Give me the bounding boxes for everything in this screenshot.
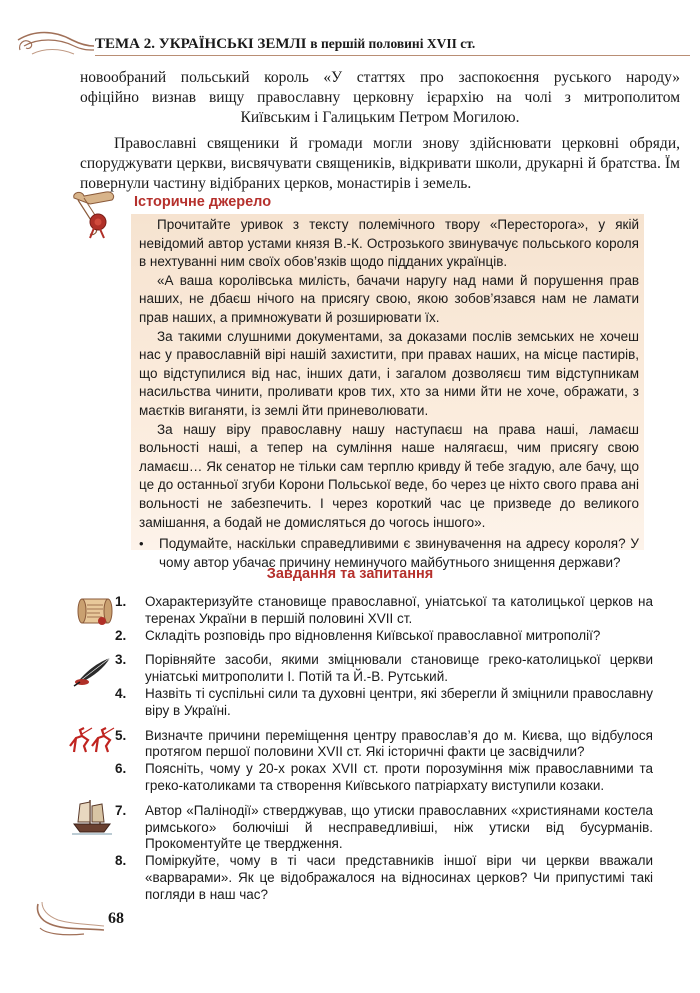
- source-quote-1: «А ваша королівська милість, бачачи наругу над нами й порушення прав наших, не дбаєш нічого на присягу свою, якою зобов’язався нам не ламати прав наших, а примножувати й розширювати їх.: [139, 272, 639, 325]
- body-text: [80, 68, 680, 194]
- task-text: Охарактеризуйте становище православної, уніатської та католицької церков на теренах України в першій половині XVII ст.: [145, 594, 653, 626]
- task-item: [115, 686, 653, 720]
- task-number: 2.: [115, 627, 127, 643]
- task-text: Назвіть ті суспільні сили та духовні центри, які зберегли й зміцнили православну віру в Україні.: [145, 685, 653, 718]
- tasks-list: [115, 594, 653, 904]
- task-item: [115, 803, 653, 853]
- header-divider: [95, 55, 690, 56]
- body-line-3: Київським і Галицьким Петром Могилою.: [240, 109, 520, 126]
- footer-ornament-icon: [34, 898, 104, 938]
- task-item: [115, 728, 653, 762]
- tasks-heading: Завдання та запитання: [266, 566, 434, 582]
- source-question-text: Подумайте, наскільки справедливими є звинувачення на адресу короля? У чому автор убачає причину неминучого майбутнього знищення держави?: [159, 536, 639, 570]
- source-intro: Прочитайте уривок з тексту полемічного твору «Пересторога», у якій невідомий автор устами князя В.-К. Острозького звинувачує польського короля в нехтуванні ним своїх обов’язків щодо підданих українців.: [139, 217, 639, 270]
- scroll-icon: [74, 594, 114, 630]
- body-line-1: новообраний польський король «У статтях про заспокоєння руського народу»: [80, 69, 680, 86]
- task-number: 1.: [115, 594, 127, 609]
- body-paragraph-2: Православні священики й громади могли знову здійснювати церковні обряди, споруджувати церкви, висвячувати священиків, відкривати школи, друкарні й братства. Їм повернули частину відібраних церков, монастирів і земель.: [80, 135, 680, 192]
- task-number: 7.: [115, 802, 127, 818]
- task-number: 4.: [115, 685, 127, 701]
- task-number: 6.: [115, 761, 127, 777]
- task-item: [115, 652, 653, 686]
- task-item: [115, 628, 653, 645]
- task-number: 8.: [115, 853, 127, 869]
- header-ornament-icon: [14, 26, 94, 66]
- quill-icon: [70, 654, 114, 688]
- task-text: Поясніть, чому у 20-х роках XVII ст. проти порозуміння між православними та греко-католиками та створення Київського патріархату виступили козаки.: [145, 761, 653, 793]
- source-quote-2: За такими слушними документами, за доказами послів земських не хочеш нас у православній вірі нашій захистити, при правах наших, на місце пастирів, що відступилися від нас, інших дати, і загалом дозволяєш тим відступникам насильства чинити, проливати кров тих, хто за ними йти не хоче, ображати, з маєтків виганяти, із землі йти приневолювати.: [139, 328, 639, 418]
- task-item: [115, 594, 653, 628]
- page-number: 68: [108, 910, 124, 927]
- ship-icon: [70, 796, 114, 836]
- horsemen-icon: [68, 726, 116, 754]
- task-item: [115, 761, 653, 795]
- task-item: [115, 853, 653, 903]
- task-number: 3.: [115, 652, 127, 668]
- scroll-seal-icon: [66, 188, 122, 240]
- source-heading: Історичне джерело: [134, 194, 272, 210]
- source-quote-3: За нашу віру православну нашу наступаєш на права наші, ламаєш вольності наші, а тепер на сумління наше налягаєш, чим присягу свою ламаєш… Як сенатор не тільки сам терплю кривду й тебе згадую, але бачу, що це до останньої згуби Корони Польської веде, бо через це ніхто свого права ані вольності не забезпечить. І через короткий час це призведе до великого замішання, а бодай не домисляться до чогось іншого».: [139, 421, 639, 530]
- bullet: •: [139, 536, 144, 552]
- task-text: Визначте причини переміщення центру православ’я до м. Києва, що відбулося протягом першої половини XVII ст. Які історичні факти це засвідчили?: [145, 727, 653, 760]
- source-text: [139, 216, 639, 572]
- task-text: Автор «Палінодії» стверджував, що утиски православних «християнами костела римського» болючіші й несправедливіші, ніж утиски від бусурманів. Прокоментуйте це твердження.: [145, 802, 653, 852]
- page-header-title: ТЕМА 2. УКРАЇНСЬКІ ЗЕМЛІ в першій половині XVII ст.: [95, 36, 476, 52]
- body-line-2: офіційно визнав вищу православну церковну ієрархію на чолі з митрополитом: [80, 89, 680, 106]
- task-number: 5.: [115, 727, 127, 743]
- task-text: Порівняйте засоби, якими зміцнювали становище греко-католицької церкви уніатські митрополити І. Потій та Й.-В. Рутський.: [145, 652, 653, 685]
- task-text: Поміркуйте, чому в ті часи представників іншої віри чи церкви вважали «варварами». Як це відображалося на відносинах церков? Чи припустимі такі погляди в наш час?: [145, 853, 653, 902]
- task-text: Складіть розповідь про відновлення Київської православної митрополії?: [145, 627, 601, 643]
